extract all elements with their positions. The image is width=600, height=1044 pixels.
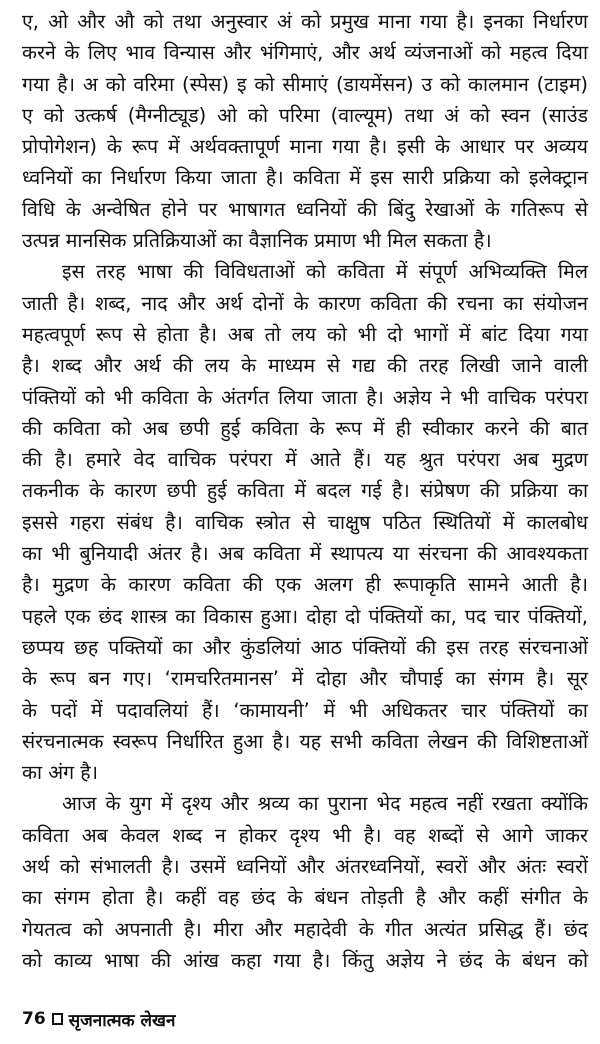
text-line: जाती है। शब्द, नाद और अर्थ दोनों के कारण कविता की रचना का संयोजन [22, 291, 588, 315]
text-line: पहले एक छंद शास्त्र का विकास हुआ। दोहा दो पंक्तियों का, पद चार पंक्तियों, [22, 604, 588, 628]
text-line: कविता अब केवल शब्द न होकर दृश्य भी है। वह शब्दों से आगे जाकर [22, 823, 588, 847]
paragraph [22, 788, 588, 976]
text-line: है। मुद्रण के कारण कविता की एक अलग ही रूपाकृति सामने आती है। [22, 573, 588, 597]
text-line: का अंग है। [22, 761, 99, 785]
page-body [22, 6, 588, 976]
text-line: है। शब्द और अर्थ की लय के माध्यम से गद्य की तरह लिखी जाने वाली [22, 354, 588, 378]
page-number: 76 [22, 1009, 46, 1029]
text-line: का भी बुनियादी अंतर है। अब कविता में स्थापत्य या संरचना की आवश्यकता [22, 542, 588, 566]
text-line: करने के लिए भाव विन्यास और भंगिमाएं, और अर्थ व्यंजनाओं को महत्व दिया [22, 41, 588, 65]
text-line: प्रोपोगेशन) के रूप में अर्थवक्तापूर्ण माना गया है। इसी के आधार पर अव्यय [22, 135, 588, 159]
text-line: उत्पन्न मानसिक प्रतिक्रियाओं का वैज्ञानिक प्रमाण भी मिल सकता है। [22, 229, 492, 253]
text-line: का संगम होता है। कहीं वह छंद के बंधन तोड़ती है और कहीं संगीत के [22, 886, 588, 910]
text-line: इस तरह भाषा की विविधताओं को कविता में संपूर्ण अभिव्यक्ति मिल [62, 260, 588, 284]
text-line: के रूप बन गए। ‘रामचरितमानस’ में दोहा और चौपाई का संगम है। सूर [22, 667, 588, 691]
book-title: सृजनात्मक लेखन [68, 1010, 176, 1031]
text-line: के पदों में पदावलियां हैं। ‘कामायनी’ में भी अधिकतर चार पंक्तियों का [22, 698, 588, 722]
text-line: को काव्य भाषा की आंख कहा गया है। किंतु अज्ञेय ने छंद के बंधन को [22, 948, 588, 972]
text-line: ए को उत्कर्ष (मैग्नीट्यूड) ओ को परिमा (वाल्यूम) तथा अं को स्वन (साउंड [22, 103, 588, 127]
square-bullet-icon [52, 1013, 63, 1025]
page-footer [22, 1004, 175, 1034]
text-line: छप्पय छह पक्तियों का और कुंडलियां आठ पंक्तियों की इस तरह संरचनाओं [22, 635, 588, 659]
text-line: गया है। अ को वरिमा (स्पेस) इ को सीमाएं (डायमेंसन) उ को कालमान (टाइम) [22, 72, 588, 96]
text-line: इससे गहरा संबंध है। वाचिक स्त्रोत से चाक्षुष पठित स्थितियों में कालबोध [22, 510, 588, 534]
paragraph [22, 256, 588, 788]
text-line: की है। हमारे वेद वाचिक परंपरा में आते हैं। यह श्रुत परंपरा अब मुद्रण [22, 448, 588, 472]
text-line: तकनीक के कारण छपी हुई कविता में बदल गई है। संप्रेषण की प्रक्रिया का [22, 479, 588, 503]
text-line: महत्वपूर्ण रूप से होता है। अब तो लय को भी दो भागों में बांट दिया गया [22, 322, 588, 346]
text-line: ए, ओ और औ को तथा अनुस्वार अं को प्रमुख माना गया है। इनका निर्धारण [22, 10, 588, 33]
paragraph [22, 6, 588, 256]
text-line: संरचनात्मक स्वरूप निर्धारित हुआ है। यह सभी कविता लेखन की विशिष्टताओं [22, 729, 588, 753]
text-line: विधि के अन्वेषित होने पर भाषागत ध्वनियों की बिंदु रेखाओं के गतिरूप से [22, 197, 588, 221]
text-line: आज के युग में दृश्य और श्रव्य का पुराना भेद महत्व नहीं रखता क्योंकि [62, 792, 588, 816]
text-line: पंक्तियों को भी कविता के अंतर्गत लिया जाता है। अज्ञेय ने भी वाचिक परंपरा [22, 385, 588, 409]
text-line: गेयतत्व को अपनाती है। मीरा और महादेवी के गीत अत्यंत प्रसिद्ध हैं। छंद [22, 917, 588, 941]
text-line: अर्थ को संभालती है। उसमें ध्वनियों और अंतरध्वनियों, स्वरों और अंतः स्वरों [22, 855, 588, 879]
text-line: ध्वनियों का निर्धारण किया जाता है। कविता में इस सारी प्रक्रिया को इलेक्ट्रान [22, 166, 588, 190]
text-line: की कविता को अब छपी हुई कविता के रूप में ही स्वीकार करने की बात [22, 416, 588, 440]
